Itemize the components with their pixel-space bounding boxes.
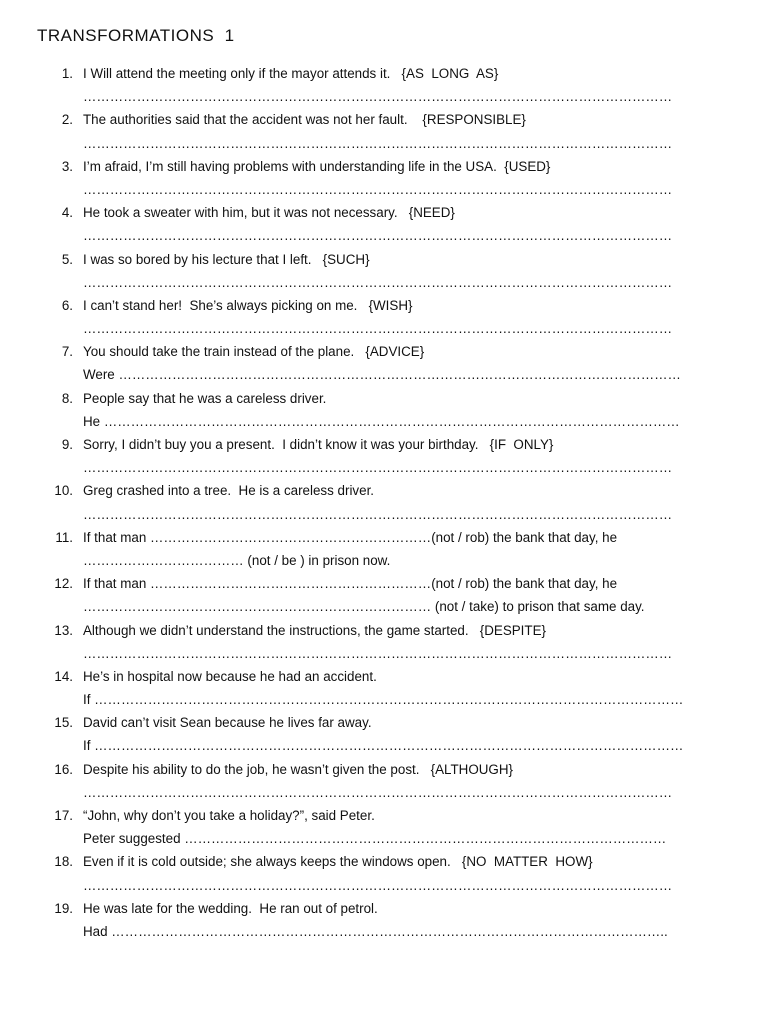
exercise-item xyxy=(0,804,768,850)
exercise-number: 16. xyxy=(54,761,73,777)
exercise-number: 8. xyxy=(61,390,73,406)
answer-line[interactable]: If …………………………………………………………………………………………………………………… xyxy=(83,692,684,708)
answer-line[interactable]: …………………………………………………………………………………………………………………… xyxy=(83,89,673,105)
answer-line[interactable]: ……………………………… (not / be ) in prison now. xyxy=(83,552,391,568)
exercise-number: 17. xyxy=(54,808,73,823)
exercise-item xyxy=(0,62,768,108)
exercise-list xyxy=(0,62,768,943)
exercise-item xyxy=(0,758,768,804)
exercise-item xyxy=(0,155,768,201)
exercise-number: 1. xyxy=(61,66,73,81)
exercise-item xyxy=(0,572,768,618)
exercise-prompt: He’s in hospital now because he had an accident. xyxy=(83,668,377,684)
answer-line[interactable]: …………………………………………………………………………………………………………………… xyxy=(83,645,673,661)
exercise-item xyxy=(0,340,768,386)
exercise-number: 19. xyxy=(54,900,73,916)
exercise-number: 11. xyxy=(55,529,73,545)
page-title: TRANSFORMATIONS 1 xyxy=(37,26,235,45)
exercise-number: 6. xyxy=(61,297,73,313)
exercise-item xyxy=(0,619,768,665)
answer-line[interactable]: …………………………………………………………………………………………………………………… xyxy=(83,274,673,290)
answer-line[interactable]: …………………………………………………………………… (not / take) to prison that same day. xyxy=(83,599,645,615)
exercise-number: 12. xyxy=(54,576,73,592)
exercise-number: 15. xyxy=(54,715,73,731)
exercise-prompt: He took a sweater with him, but it was not necessary. {NEED} xyxy=(83,205,455,221)
exercise-prompt: If that man ………………………………………………………(not / rob) the bank that day, he xyxy=(83,529,618,545)
answer-line[interactable]: Were ……………………………………………………………………………………………………………… xyxy=(83,367,681,383)
exercise-item xyxy=(0,897,768,943)
exercise-prompt: Greg crashed into a tree. He is a careless driver. xyxy=(83,483,375,499)
exercise-prompt: Sorry, I didn’t buy you a present. I didn’t know it was your birthday. {IF ONLY} xyxy=(83,437,554,452)
answer-line[interactable]: He ………………………………………………………………………………………………………………… xyxy=(83,413,680,429)
exercise-prompt: I’m afraid, I’m still having problems with understanding life in the USA. {USED} xyxy=(83,158,551,174)
exercise-number: 10. xyxy=(54,483,73,499)
exercise-prompt: Despite his ability to do the job, he wasn’t given the post. {ALTHOUGH} xyxy=(83,761,513,777)
exercise-prompt: I Will attend the meeting only if the mayor attends it. {AS LONG AS} xyxy=(83,66,499,81)
exercise-prompt: “John, why don’t you take a holiday?”, said Peter. xyxy=(83,808,375,823)
exercise-item xyxy=(0,201,768,247)
exercise-number: 7. xyxy=(61,344,73,360)
exercise-prompt: The authorities said that the accident was not her fault. {RESPONSIBLE} xyxy=(83,112,526,128)
answer-line[interactable]: …………………………………………………………………………………………………………………… xyxy=(83,228,673,244)
exercise-item xyxy=(0,479,768,525)
answer-line[interactable]: …………………………………………………………………………………………………………………… xyxy=(83,321,673,337)
answer-line[interactable]: …………………………………………………………………………………………………………………… xyxy=(83,460,673,476)
answer-line[interactable]: If …………………………………………………………………………………………………………………… xyxy=(83,738,684,754)
exercise-item xyxy=(0,850,768,896)
exercise-item xyxy=(0,665,768,711)
exercise-prompt: Even if it is cold outside; she always keeps the windows open. {NO MATTER HOW} xyxy=(83,854,593,870)
exercise-number: 9. xyxy=(61,437,73,452)
exercise-prompt: David can’t visit Sean because he lives far away. xyxy=(83,715,372,731)
exercise-item xyxy=(0,108,768,154)
exercise-item xyxy=(0,248,768,294)
answer-line[interactable]: …………………………………………………………………………………………………………………… xyxy=(83,181,673,197)
exercise-number: 2. xyxy=(61,112,73,128)
answer-line[interactable]: …………………………………………………………………………………………………………………… xyxy=(83,784,673,800)
exercise-number: 13. xyxy=(54,622,73,638)
exercise-number: 18. xyxy=(54,854,73,870)
answer-line[interactable]: …………………………………………………………………………………………………………………… xyxy=(83,135,673,151)
exercise-prompt: I can’t stand her! She’s always picking on me. {WISH} xyxy=(83,297,413,313)
answer-line[interactable]: …………………………………………………………………………………………………………………… xyxy=(83,506,673,522)
exercise-prompt: If that man ………………………………………………………(not / rob) the bank that day, he xyxy=(83,576,618,592)
exercise-item xyxy=(0,711,768,757)
exercise-prompt: People say that he was a careless driver. xyxy=(83,390,327,406)
answer-line[interactable]: Had …………………………………………………………………………………………………………….. xyxy=(83,923,668,939)
exercise-prompt: You should take the train instead of the plane. {ADVICE} xyxy=(83,344,425,360)
exercise-item xyxy=(0,294,768,340)
exercise-item xyxy=(0,387,768,433)
answer-line[interactable]: Peter suggested ……………………………………………………………………………………………… xyxy=(83,831,667,847)
exercise-item xyxy=(0,526,768,572)
exercise-prompt: I was so bored by his lecture that I left. {SUCH} xyxy=(83,251,370,267)
exercise-item xyxy=(0,433,768,479)
exercise-number: 14. xyxy=(54,668,73,684)
exercise-number: 5. xyxy=(61,251,73,267)
exercise-prompt: Although we didn’t understand the instructions, the game started. {DESPITE} xyxy=(83,622,546,638)
answer-line[interactable]: …………………………………………………………………………………………………………………… xyxy=(83,877,673,893)
exercise-number: 3. xyxy=(61,158,73,174)
exercise-number: 4. xyxy=(61,205,73,221)
exercise-prompt: He was late for the wedding. He ran out of petrol. xyxy=(83,900,378,916)
